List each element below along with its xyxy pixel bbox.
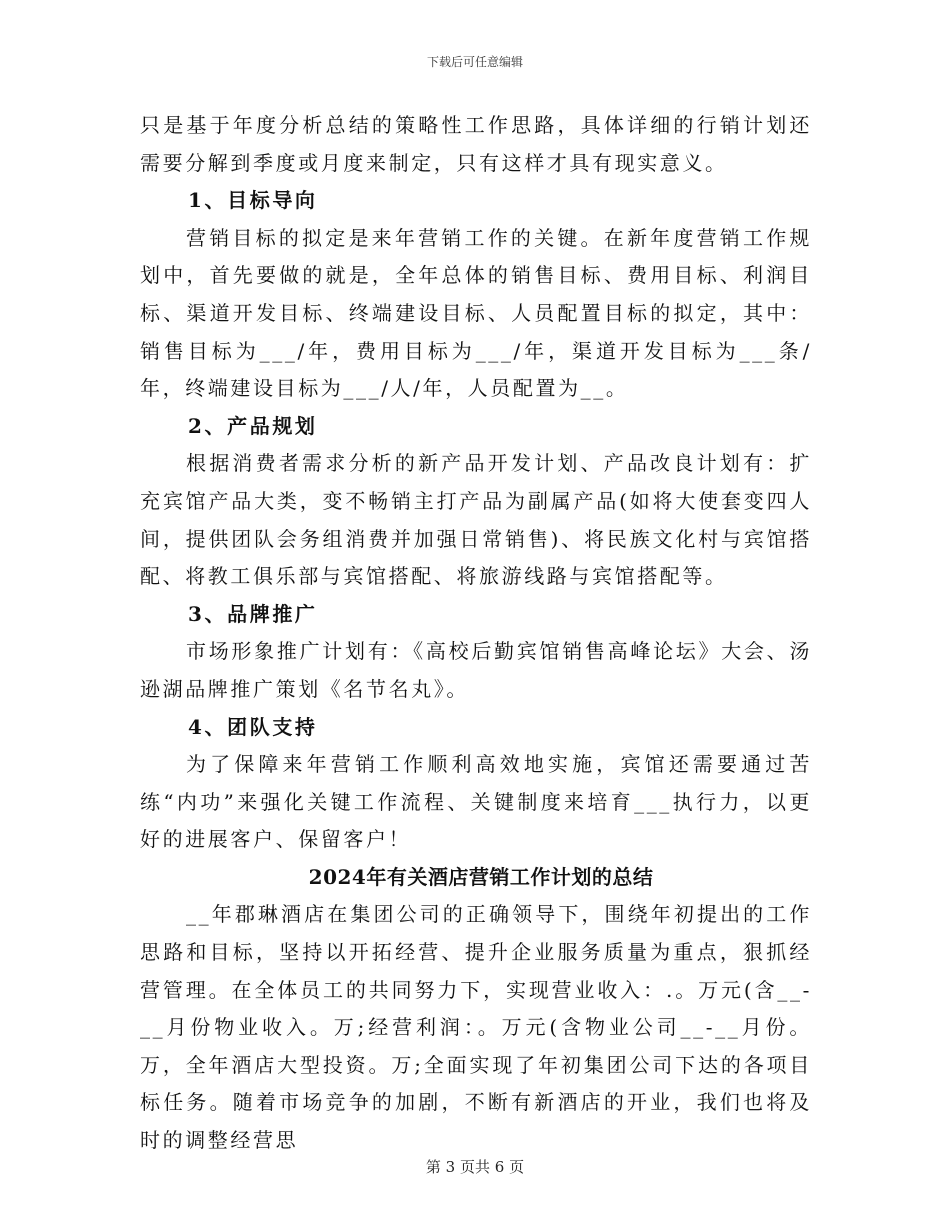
- summary-paragraph: __年郡琳酒店在集团公司的正确领导下，围绕年初提出的工作思路和目标，坚持以开拓经营、提升企业服务质量为重点，狠抓经营管理。在全体员工的共同努力下，实现营业收入：.。万元(含__-__月份物业收入。万;经营利润：。万元(含物业公司__-__月份。万，全年酒店大型投资。万;全面实现了年初集团公司下达的各项目标任务。随着市场竞争的加剧，不断有新酒店的开业，我们也将及时的调整经营思: [140, 902, 812, 1153]
- document-body: [140, 107, 812, 1160]
- intro-paragraph: 只是基于年度分析总结的策略性工作思路，具体详细的行销计划还需要分解到季度或月度来制定，只有这样才具有现实意义。: [140, 113, 812, 175]
- goal-paragraph: 营销目标的拟定是来年营销工作的关键。在新年度营销工作规划中，首先要做的就是，全年总体的销售目标、费用目标、利润目标、渠道开发目标、终端建设目标、人员配置目标的拟定，其中：销售目标为___/年，费用目标为___/年，渠道开发目标为___条/年，终端建设目标为___/人/年，人员配置为__。: [140, 225, 812, 401]
- section-heading-product: 2、产品规划: [188, 413, 318, 438]
- page-header: 下载后可任意编辑: [426, 55, 523, 69]
- section-heading-goal: 1、目标导向: [188, 188, 318, 213]
- summary-title: 2024年有关酒店营销工作计划的总结: [308, 864, 654, 889]
- product-paragraph: 根据消费者需求分析的新产品开发计划、产品改良计划有：扩充宾馆产品大类，变不畅销主打产品为副属产品(如将大使套变四人间，提供团队会务组消费并加强日常销售)、将民族文化村与宾馆搭配、将教工俱乐部与宾馆搭配、将旅游线路与宾馆搭配等。: [140, 451, 812, 589]
- section-heading-team: 4、团队支持: [188, 714, 318, 739]
- section-heading-brand: 3、品牌推广: [188, 601, 318, 626]
- team-paragraph: 为了保障来年营销工作顺利高效地实施，宾馆还需要通过苦练“内功”来强化关键工作流程、关键制度来培育___执行力，以更好的进展客户、保留客户！: [140, 752, 812, 852]
- brand-paragraph: 市场形象推广计划有：《高校后勤宾馆销售高峰论坛》大会、汤逊湖品牌推广策划《名节名丸》。: [140, 639, 812, 701]
- page-footer: 第 3 页共 6 页: [425, 1158, 525, 1176]
